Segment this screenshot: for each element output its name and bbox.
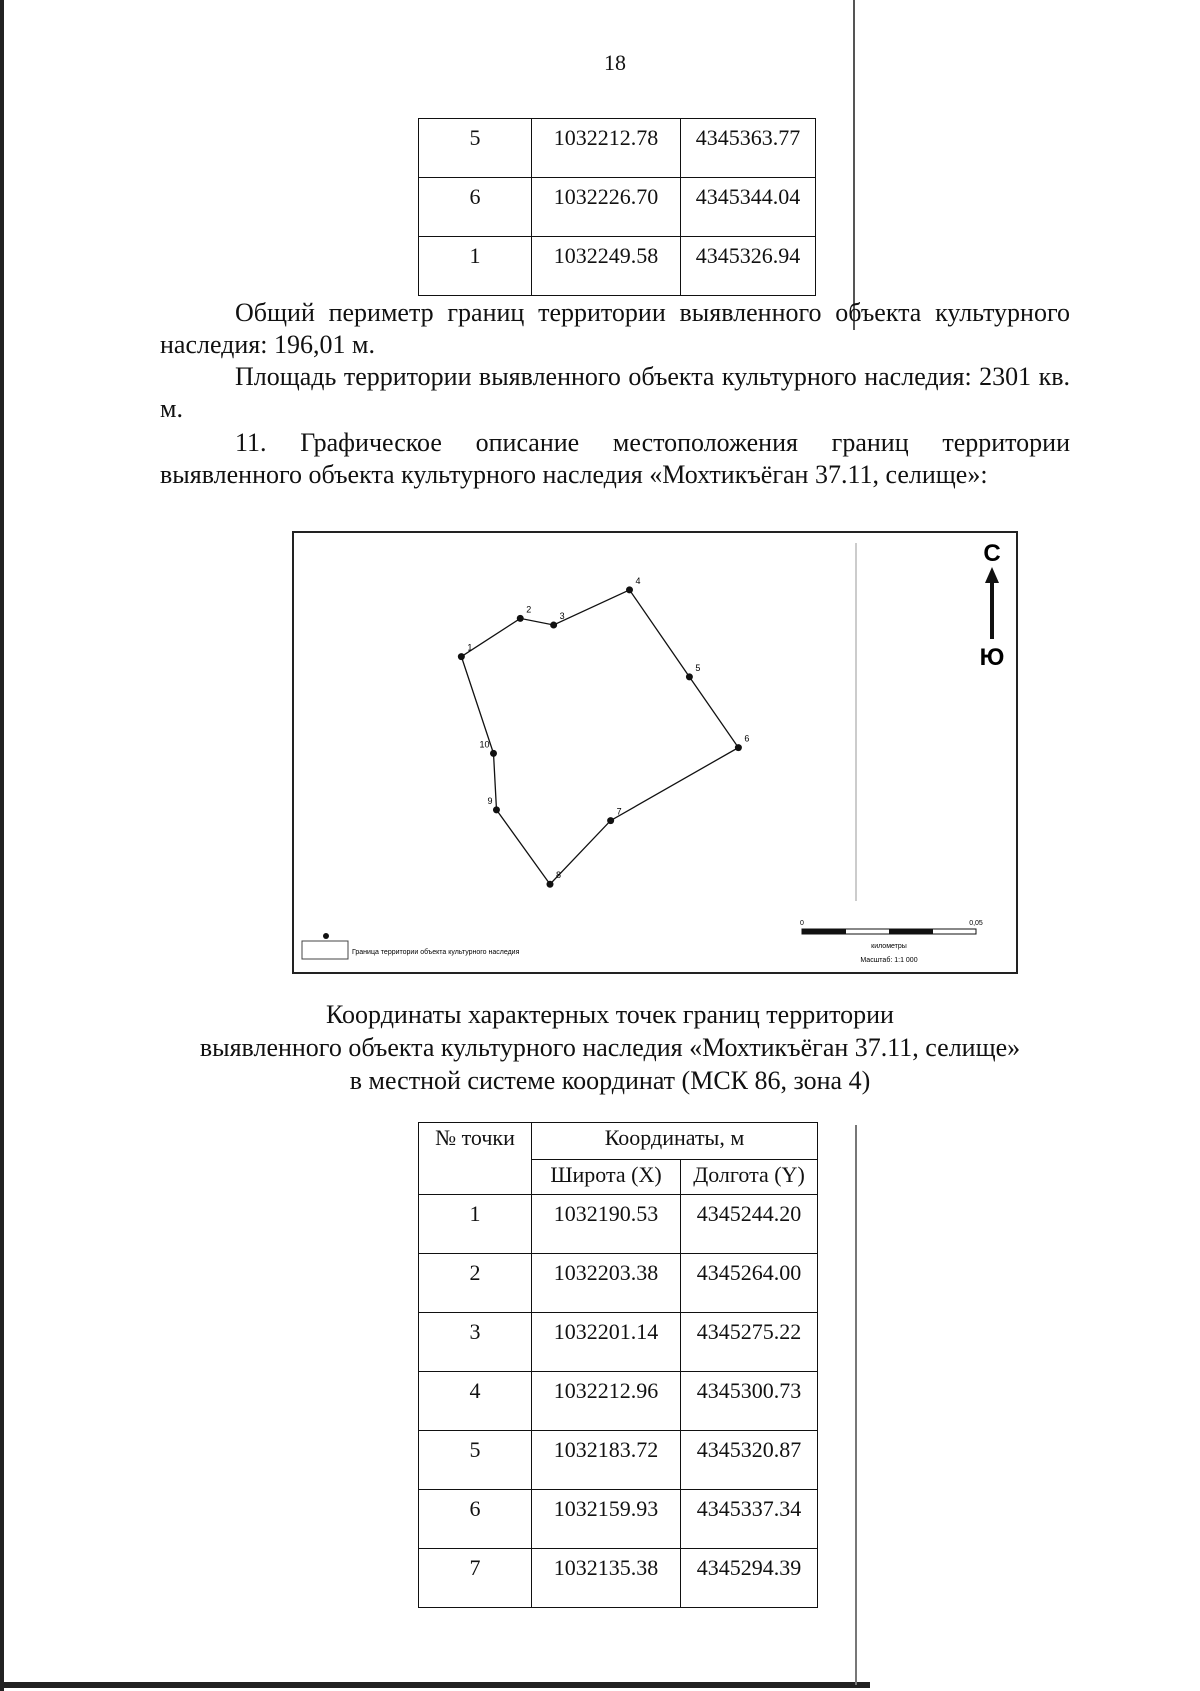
legend-point-symbol <box>323 933 329 939</box>
point-number-cell: 6 <box>419 1490 532 1549</box>
boundary-point-label: 2 <box>526 604 532 615</box>
header-longitude: Долгота (Y) <box>681 1160 818 1195</box>
table-row <box>419 1254 818 1313</box>
point-number-cell: 1 <box>419 237 532 296</box>
longitude-cell: 4345326.94 <box>681 237 816 296</box>
boundary-point-7 <box>607 817 614 824</box>
table-row <box>419 1490 818 1549</box>
table-row <box>419 1549 818 1608</box>
scale-units: километры <box>871 943 907 950</box>
perimeter-text: Общий периметр границ территории выявленного объекта культурного наследия: 196,01 м. <box>160 298 1070 359</box>
boundary-point-label: 9 <box>487 795 493 806</box>
north-arrow-head <box>985 567 999 583</box>
coordinates-caption <box>150 998 1070 1097</box>
legend-text: Граница территории объекта культурного наследия <box>352 949 520 956</box>
scan-left-edge <box>0 0 4 1691</box>
boundary-point-label: 10 <box>479 739 490 750</box>
latitude-cell: 1032190.53 <box>532 1195 681 1254</box>
scale-bar-segment-2 <box>889 929 933 934</box>
table-row <box>419 119 816 178</box>
north-arrow <box>980 540 1005 671</box>
longitude-cell: 4345363.77 <box>681 119 816 178</box>
caption-line-2: выявленного объекта культурного наследия «Мохтикъёган 37.11, селище» <box>199 1033 1021 1062</box>
boundary-point-label: 8 <box>556 870 562 881</box>
boundary-point-3 <box>550 622 557 629</box>
longitude-cell: 4345320.87 <box>681 1431 818 1490</box>
boundary-polygon <box>461 590 738 884</box>
section-11-text: 11. Графическое описание местоположения границ территории выявленного объекта культурного наследия «Мохтикъёган 37.11, селище»: <box>160 428 1070 489</box>
page-number: 18 <box>604 50 626 75</box>
longitude-cell: 4345300.73 <box>681 1372 818 1431</box>
scale-end: 0,05 <box>969 920 983 927</box>
table-row <box>419 237 816 296</box>
boundary-point-9 <box>493 806 500 813</box>
boundary-point-5 <box>686 673 693 680</box>
boundary-point-10 <box>490 750 497 757</box>
latitude-cell: 1032201.14 <box>532 1313 681 1372</box>
boundary-points <box>458 576 750 888</box>
table-row <box>419 1372 818 1431</box>
boundary-point-8 <box>547 881 554 888</box>
boundary-point-label: 1 <box>467 642 473 653</box>
point-number-cell: 4 <box>419 1372 532 1431</box>
header-latitude: Широта (X) <box>532 1160 681 1195</box>
header-coordinates: Координаты, м <box>532 1123 818 1160</box>
map-legend <box>302 933 520 959</box>
scale-bar <box>800 920 983 964</box>
longitude-cell: 4345337.34 <box>681 1490 818 1549</box>
boundary-point-6 <box>735 744 742 751</box>
south-label: Ю <box>979 644 1005 671</box>
point-number-cell: 6 <box>419 178 532 237</box>
latitude-cell: 1032203.38 <box>532 1254 681 1313</box>
table-row <box>419 1431 818 1490</box>
boundary-map-svg <box>294 533 1016 972</box>
latitude-cell: 1032212.78 <box>532 119 681 178</box>
table-row <box>419 1313 818 1372</box>
boundary-point-4 <box>626 586 633 593</box>
point-number-cell: 3 <box>419 1313 532 1372</box>
scan-fold-line-lower <box>855 1125 857 1685</box>
latitude-cell: 1032226.70 <box>532 178 681 237</box>
longitude-cell: 4345264.00 <box>681 1254 818 1313</box>
longitude-cell: 4345275.22 <box>681 1313 818 1372</box>
caption-line-3: в местной системе координат (МСК 86, зона 4) <box>349 1066 871 1095</box>
latitude-cell: 1032159.93 <box>532 1490 681 1549</box>
boundary-map <box>292 531 1018 974</box>
boundary-point-2 <box>517 615 524 622</box>
latitude-cell: 1032135.38 <box>532 1549 681 1608</box>
boundary-point-label: 5 <box>695 662 701 673</box>
scan-bottom-edge <box>0 1682 870 1688</box>
boundary-point-1 <box>458 653 465 660</box>
point-number-cell: 1 <box>419 1195 532 1254</box>
header-point-number: № точки <box>419 1123 532 1195</box>
table-row <box>419 1195 818 1254</box>
coordinates-table-continued <box>418 118 816 296</box>
scale-bar-segment-1 <box>802 929 846 934</box>
boundary-point-label: 7 <box>616 806 622 817</box>
longitude-cell: 4345344.04 <box>681 178 816 237</box>
longitude-cell: 4345244.20 <box>681 1195 818 1254</box>
north-label: С <box>983 540 1001 567</box>
point-number-cell: 2 <box>419 1254 532 1313</box>
scale-zero: 0 <box>800 920 804 927</box>
coordinates-table <box>418 1122 818 1608</box>
legend-boundary-symbol <box>302 941 348 959</box>
point-number-cell: 5 <box>419 119 532 178</box>
point-number-cell: 5 <box>419 1431 532 1490</box>
boundary-point-label: 4 <box>635 575 641 586</box>
point-number-cell: 7 <box>419 1549 532 1608</box>
caption-line-1: Координаты характерных точек границ территории <box>326 1000 894 1029</box>
scale-text: Масштаб: 1:1 000 <box>860 957 918 964</box>
latitude-cell: 1032212.96 <box>532 1372 681 1431</box>
boundary-point-label: 6 <box>744 733 750 744</box>
table-row <box>419 178 816 237</box>
latitude-cell: 1032183.72 <box>532 1431 681 1490</box>
longitude-cell: 4345294.39 <box>681 1549 818 1608</box>
latitude-cell: 1032249.58 <box>532 237 681 296</box>
area-text: Площадь территории выявленного объекта культурного наследия: 2301 кв. м. <box>160 362 1070 423</box>
boundary-point-label: 3 <box>559 611 565 622</box>
